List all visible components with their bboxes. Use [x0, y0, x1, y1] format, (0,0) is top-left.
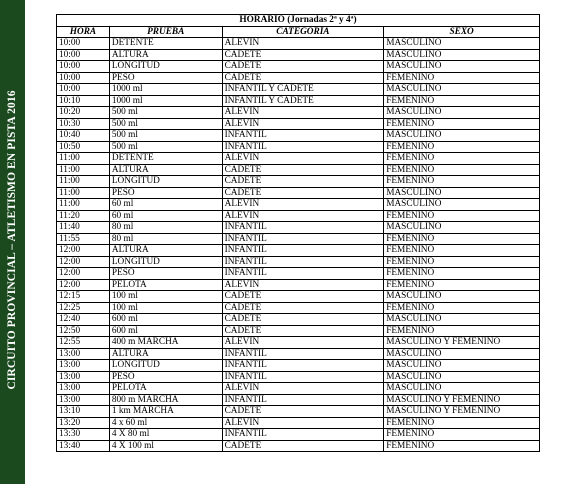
cell-categoria: ALEVIN — [222, 118, 384, 130]
header-prueba: PRUEBA — [109, 26, 222, 38]
cell-sexo: FEMENINO — [384, 245, 540, 257]
cell-sexo: FEMENINO — [384, 302, 540, 314]
cell-hora: 10:10 — [57, 95, 110, 107]
cell-hora: 11:00 — [57, 199, 110, 211]
table-row — [57, 187, 540, 199]
table-row — [57, 440, 540, 452]
cell-prueba: 500 ml — [109, 141, 222, 153]
cell-categoria: ALEVIN — [222, 153, 384, 165]
cell-prueba: 60 ml — [109, 199, 222, 211]
cell-prueba: 1 km MARCHA — [109, 406, 222, 418]
cell-sexo: MASCULINO — [384, 222, 540, 234]
table-row — [57, 394, 540, 406]
cell-prueba: ALTURA — [109, 348, 222, 360]
cell-categoria: INFANTIL — [222, 245, 384, 257]
cell-hora: 12:50 — [57, 325, 110, 337]
table-row — [57, 141, 540, 153]
table-row — [57, 95, 540, 107]
table-row — [57, 233, 540, 245]
cell-sexo: MASCULINO — [384, 38, 540, 50]
cell-categoria: INFANTIL — [222, 394, 384, 406]
cell-hora: 13:00 — [57, 383, 110, 395]
header-categoria: CATEGORÍA — [222, 26, 384, 38]
cell-sexo: MASCULINO — [384, 314, 540, 326]
cell-categoria: ALEVIN — [222, 417, 384, 429]
table-row — [57, 256, 540, 268]
cell-prueba: 800 m MARCHA — [109, 394, 222, 406]
cell-hora: 12:00 — [57, 256, 110, 268]
cell-categoria: CADETE — [222, 406, 384, 418]
table-header-row — [57, 26, 540, 38]
table-row — [57, 302, 540, 314]
cell-sexo: FEMENINO — [384, 176, 540, 188]
cell-sexo: MASCULINO Y FEMENINO — [384, 406, 540, 418]
cell-hora: 12:25 — [57, 302, 110, 314]
cell-sexo: MASCULINO Y FEMENINO — [384, 337, 540, 349]
cell-categoria: ALEVIN — [222, 210, 384, 222]
cell-hora: 11:00 — [57, 153, 110, 165]
cell-prueba: 500 ml — [109, 130, 222, 142]
cell-categoria: ALEVIN — [222, 107, 384, 119]
cell-sexo: MASCULINO — [384, 130, 540, 142]
side-banner-title: CIRCUITO PROVINCIAL – ATLETISMO EN PISTA 2016 — [6, 90, 18, 390]
cell-categoria: INFANTIL Y CADETE — [222, 84, 384, 96]
cell-prueba: 600 ml — [109, 314, 222, 326]
cell-prueba: 500 ml — [109, 118, 222, 130]
cell-sexo: FEMENINO — [384, 72, 540, 84]
cell-prueba: 4 x 60 ml — [109, 417, 222, 429]
cell-sexo: MASCULINO — [384, 291, 540, 303]
cell-prueba: 4 X 80 ml — [109, 429, 222, 441]
cell-sexo: FEMENINO — [384, 417, 540, 429]
table-row — [57, 337, 540, 349]
cell-sexo: MASCULINO — [384, 199, 540, 211]
cell-categoria: INFANTIL — [222, 130, 384, 142]
cell-prueba: LONGITUD — [109, 256, 222, 268]
cell-sexo: FEMENINO — [384, 279, 540, 291]
cell-categoria: INFANTIL — [222, 360, 384, 372]
table-row — [57, 360, 540, 372]
table-row — [57, 429, 540, 441]
table-row — [57, 38, 540, 50]
table-row — [57, 314, 540, 326]
cell-hora: 13:10 — [57, 406, 110, 418]
cell-categoria: ALEVIN — [222, 38, 384, 50]
cell-hora: 12:00 — [57, 279, 110, 291]
header-hora: HORA — [57, 26, 110, 38]
cell-prueba: PESO — [109, 268, 222, 280]
cell-categoria: INFANTIL — [222, 233, 384, 245]
schedule-table — [56, 14, 540, 452]
cell-categoria: CADETE — [222, 440, 384, 452]
cell-hora: 11:55 — [57, 233, 110, 245]
cell-sexo: FEMENINO — [384, 141, 540, 153]
cell-categoria: ALEVIN — [222, 279, 384, 291]
cell-hora: 10:00 — [57, 38, 110, 50]
table-row — [57, 268, 540, 280]
table-row — [57, 176, 540, 188]
cell-hora: 11:00 — [57, 164, 110, 176]
cell-categoria: INFANTIL — [222, 256, 384, 268]
cell-sexo: FEMENINO — [384, 268, 540, 280]
table-row — [57, 61, 540, 73]
table-row — [57, 153, 540, 165]
cell-sexo: FEMENINO — [384, 153, 540, 165]
cell-hora: 12:00 — [57, 245, 110, 257]
table-row — [57, 371, 540, 383]
cell-hora: 10:40 — [57, 130, 110, 142]
cell-prueba: 80 ml — [109, 222, 222, 234]
cell-sexo: MASCULINO — [384, 360, 540, 372]
table-row — [57, 130, 540, 142]
cell-prueba: 1000 ml — [109, 84, 222, 96]
cell-hora: 10:30 — [57, 118, 110, 130]
cell-sexo: FEMENINO — [384, 256, 540, 268]
cell-prueba: ALTURA — [109, 164, 222, 176]
header-sexo: SEXO — [384, 26, 540, 38]
cell-sexo: MASCULINO — [384, 187, 540, 199]
cell-prueba: 4 X 100 ml — [109, 440, 222, 452]
cell-prueba: PELOTA — [109, 279, 222, 291]
cell-prueba: 100 ml — [109, 302, 222, 314]
cell-prueba: 80 ml — [109, 233, 222, 245]
table-row — [57, 348, 540, 360]
cell-hora: 13:20 — [57, 417, 110, 429]
table-row — [57, 325, 540, 337]
table-row — [57, 406, 540, 418]
cell-categoria: CADETE — [222, 187, 384, 199]
table-row — [57, 210, 540, 222]
cell-hora: 13:30 — [57, 429, 110, 441]
cell-categoria: CADETE — [222, 72, 384, 84]
cell-prueba: 100 ml — [109, 291, 222, 303]
cell-prueba: ALTURA — [109, 49, 222, 61]
cell-hora: 13:40 — [57, 440, 110, 452]
cell-categoria: INFANTIL — [222, 141, 384, 153]
cell-hora: 12:40 — [57, 314, 110, 326]
cell-hora: 13:00 — [57, 394, 110, 406]
cell-categoria: INFANTIL — [222, 268, 384, 280]
table-row — [57, 72, 540, 84]
cell-categoria: CADETE — [222, 314, 384, 326]
cell-sexo: MASCULINO — [384, 107, 540, 119]
cell-sexo: FEMENINO — [384, 210, 540, 222]
cell-sexo: FEMENINO — [384, 164, 540, 176]
cell-prueba: PESO — [109, 187, 222, 199]
cell-hora: 13:00 — [57, 348, 110, 360]
cell-hora: 13:00 — [57, 360, 110, 372]
cell-hora: 10:00 — [57, 61, 110, 73]
table-row — [57, 199, 540, 211]
cell-categoria: CADETE — [222, 302, 384, 314]
cell-categoria: ALEVIN — [222, 383, 384, 395]
cell-categoria: CADETE — [222, 164, 384, 176]
cell-sexo: MASCULINO Y FEMENINO — [384, 394, 540, 406]
cell-prueba: LONGITUD — [109, 176, 222, 188]
table-row — [57, 118, 540, 130]
cell-categoria: CADETE — [222, 325, 384, 337]
cell-prueba: 1000 ml — [109, 95, 222, 107]
table-row — [57, 383, 540, 395]
cell-prueba: 500 ml — [109, 107, 222, 119]
cell-hora: 12:15 — [57, 291, 110, 303]
cell-prueba: ALTURA — [109, 245, 222, 257]
cell-prueba: 60 ml — [109, 210, 222, 222]
cell-prueba: PELOTA — [109, 383, 222, 395]
cell-categoria: ALEVIN — [222, 199, 384, 211]
cell-categoria: INFANTIL — [222, 429, 384, 441]
cell-sexo: FEMENINO — [384, 440, 540, 452]
table-row — [57, 245, 540, 257]
cell-hora: 10:00 — [57, 84, 110, 96]
cell-prueba: 600 ml — [109, 325, 222, 337]
cell-sexo: MASCULINO — [384, 348, 540, 360]
table-title: HORARIO (Jornadas 2ª y 4ª) — [57, 15, 540, 27]
table-row — [57, 49, 540, 61]
cell-sexo: MASCULINO — [384, 371, 540, 383]
cell-prueba: LONGITUD — [109, 61, 222, 73]
table-row — [57, 222, 540, 234]
cell-sexo: FEMENINO — [384, 429, 540, 441]
cell-hora: 13:00 — [57, 371, 110, 383]
cell-hora: 11:00 — [57, 187, 110, 199]
cell-prueba: DETENTE — [109, 153, 222, 165]
cell-sexo: MASCULINO — [384, 84, 540, 96]
cell-sexo: FEMENINO — [384, 95, 540, 107]
cell-sexo: MASCULINO — [384, 61, 540, 73]
cell-hora: 10:20 — [57, 107, 110, 119]
cell-prueba: PESO — [109, 371, 222, 383]
cell-hora: 10:50 — [57, 141, 110, 153]
cell-prueba: DETENTE — [109, 38, 222, 50]
cell-sexo: FEMENINO — [384, 118, 540, 130]
cell-prueba: PESO — [109, 72, 222, 84]
table-row — [57, 84, 540, 96]
cell-sexo: MASCULINO — [384, 383, 540, 395]
cell-hora: 11:40 — [57, 222, 110, 234]
cell-hora: 11:20 — [57, 210, 110, 222]
cell-sexo: FEMENINO — [384, 325, 540, 337]
cell-categoria: INFANTIL — [222, 348, 384, 360]
cell-categoria: CADETE — [222, 61, 384, 73]
cell-hora: 12:00 — [57, 268, 110, 280]
cell-hora: 12:55 — [57, 337, 110, 349]
side-banner — [0, 0, 25, 484]
cell-hora: 11:00 — [57, 176, 110, 188]
cell-prueba: LONGITUD — [109, 360, 222, 372]
table-row — [57, 417, 540, 429]
cell-hora: 10:00 — [57, 49, 110, 61]
table-row — [57, 291, 540, 303]
cell-categoria: CADETE — [222, 291, 384, 303]
cell-sexo: FEMENINO — [384, 233, 540, 245]
cell-hora: 10:00 — [57, 72, 110, 84]
cell-categoria: INFANTIL Y CADETE — [222, 95, 384, 107]
table-row — [57, 164, 540, 176]
cell-prueba: 400 m MARCHA — [109, 337, 222, 349]
cell-categoria: CADETE — [222, 49, 384, 61]
cell-categoria: CADETE — [222, 176, 384, 188]
cell-categoria: INFANTIL — [222, 371, 384, 383]
cell-categoria: INFANTIL — [222, 222, 384, 234]
cell-sexo: MASCULINO — [384, 49, 540, 61]
table-row — [57, 279, 540, 291]
table-row — [57, 107, 540, 119]
cell-categoria: ALEVIN — [222, 337, 384, 349]
